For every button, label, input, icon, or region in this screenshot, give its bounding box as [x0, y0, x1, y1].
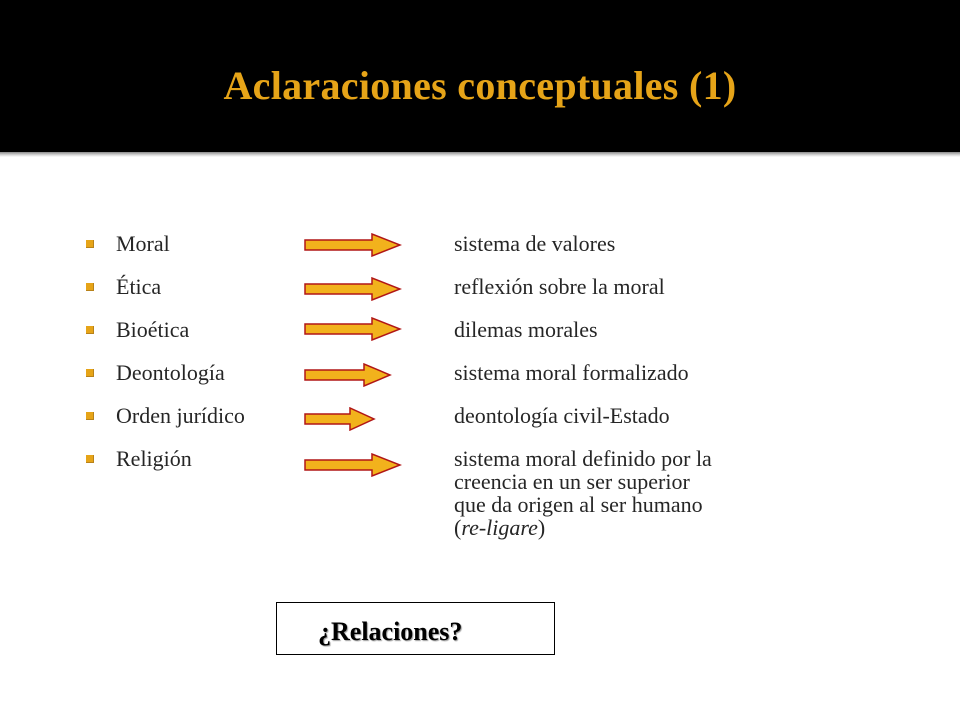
list-item — [0, 445, 960, 555]
right-arrow-icon — [304, 233, 402, 257]
note-close: ) — [537, 515, 546, 540]
list-item — [0, 359, 960, 399]
right-arrow-icon — [304, 363, 392, 387]
list-item — [0, 273, 960, 313]
list-item — [0, 316, 960, 356]
bullet-icon — [86, 240, 94, 248]
definition-line: sistema moral definido por la — [454, 446, 712, 471]
bullet-icon — [86, 326, 94, 334]
right-arrow-icon — [304, 407, 376, 431]
bullet-icon — [86, 412, 94, 420]
note-open: ( — [454, 515, 462, 540]
term-label: Bioética — [116, 317, 190, 342]
definition-line: que da origen al ser humano — [454, 492, 703, 517]
bullet-icon — [86, 283, 94, 291]
definition-note — [454, 516, 712, 539]
slide-title: Aclaraciones conceptuales (1) — [223, 63, 737, 108]
term-label: Orden jurídico — [116, 403, 245, 428]
definition-text: dilemas morales — [454, 317, 598, 342]
title-divider — [0, 152, 960, 157]
definition-text: deontología civil-Estado — [454, 403, 670, 428]
right-arrow-icon — [304, 317, 402, 341]
term-label: Ética — [116, 274, 162, 299]
definition-line: creencia en un ser superior — [454, 469, 690, 494]
list-item — [0, 230, 960, 270]
term-label: Deontología — [116, 360, 225, 385]
term-label: Religión — [116, 446, 192, 471]
definition-text: reflexión sobre la moral — [454, 274, 665, 299]
list-item — [0, 402, 960, 442]
definition-text: sistema de valores — [454, 231, 616, 256]
definition-text — [454, 447, 712, 539]
right-arrow-icon — [304, 277, 402, 301]
note-italic: re-ligare — [461, 515, 538, 540]
relations-label: ¿Relaciones? — [318, 617, 463, 646]
term-label: Moral — [116, 231, 170, 256]
bullet-icon — [86, 369, 94, 377]
definition-text: sistema moral formalizado — [454, 360, 689, 385]
right-arrow-icon — [304, 453, 402, 477]
bullet-icon — [86, 455, 94, 463]
